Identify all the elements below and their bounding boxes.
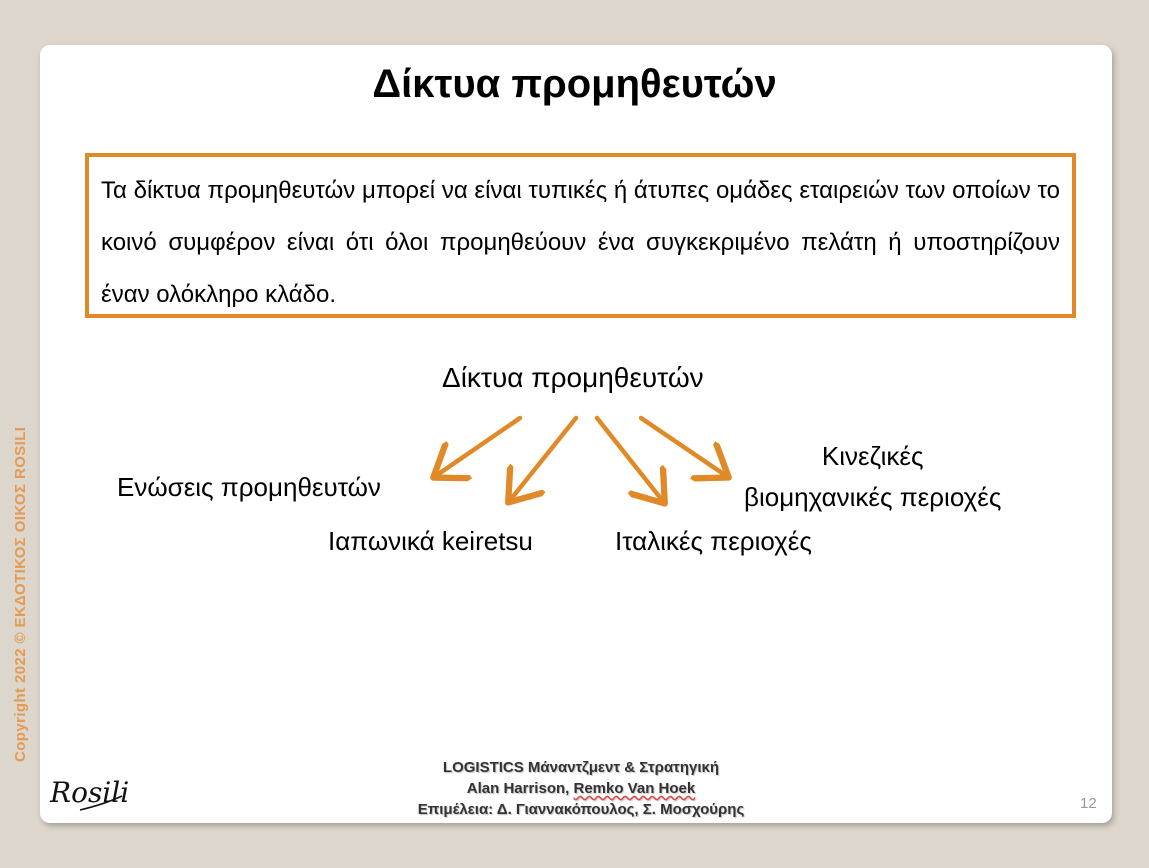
branch-unions-label: Ενώσεις προμηθευτών	[117, 472, 381, 502]
footer-book-title: LOGISTICS Μάναντζμεντ & Στρατηγική	[442, 759, 720, 776]
branch-chinese-label	[744, 436, 1001, 518]
definition-text: Τα δίκτυα προμηθευτών μπορεί να είναι τυπικές ή άτυπες ομάδες εταιρειών των οποίων το κοινό συμφέρον είναι ότι όλοι προμηθεύουν ένα συγκεκριμένο πελάτη ή υποστηρίζουν έναν ολόκληρο κλάδο.	[101, 177, 1060, 308]
branch-italian-label: Ιταλικές περιοχές	[615, 526, 812, 556]
definition-box	[85, 153, 1076, 318]
footer-author-2: Remko Van Hoek	[573, 780, 696, 797]
footer-editors: Επιμέλεια: Δ. Γιαννακόπουλος, Σ. Μοσχούρης	[417, 801, 745, 818]
footer-authors	[381, 778, 781, 799]
page-number: 12	[1080, 795, 1097, 812]
footer-author-1: Alan Harrison,	[466, 780, 574, 797]
copyright-vertical: Copyright 2022 © ΕΚΔΟΤΙΚΟΣ ΟΙΚΟΣ ROSILI	[12, 426, 29, 762]
diagram-root-label: Δίκτυα προμηθευτών	[442, 362, 704, 393]
branch-keiretsu-label: Ιαπωνικά keiretsu	[328, 526, 533, 556]
slide-title: Δίκτυα προμηθευτών	[372, 62, 777, 106]
footer-credits	[381, 757, 781, 820]
logo-swoosh-icon	[50, 790, 130, 820]
branch-chinese-line2: βιομηχανικές περιοχές	[744, 482, 1002, 512]
branch-chinese-line1: Κινεζικές	[821, 441, 924, 471]
publisher-logo: Rosili	[50, 776, 130, 809]
